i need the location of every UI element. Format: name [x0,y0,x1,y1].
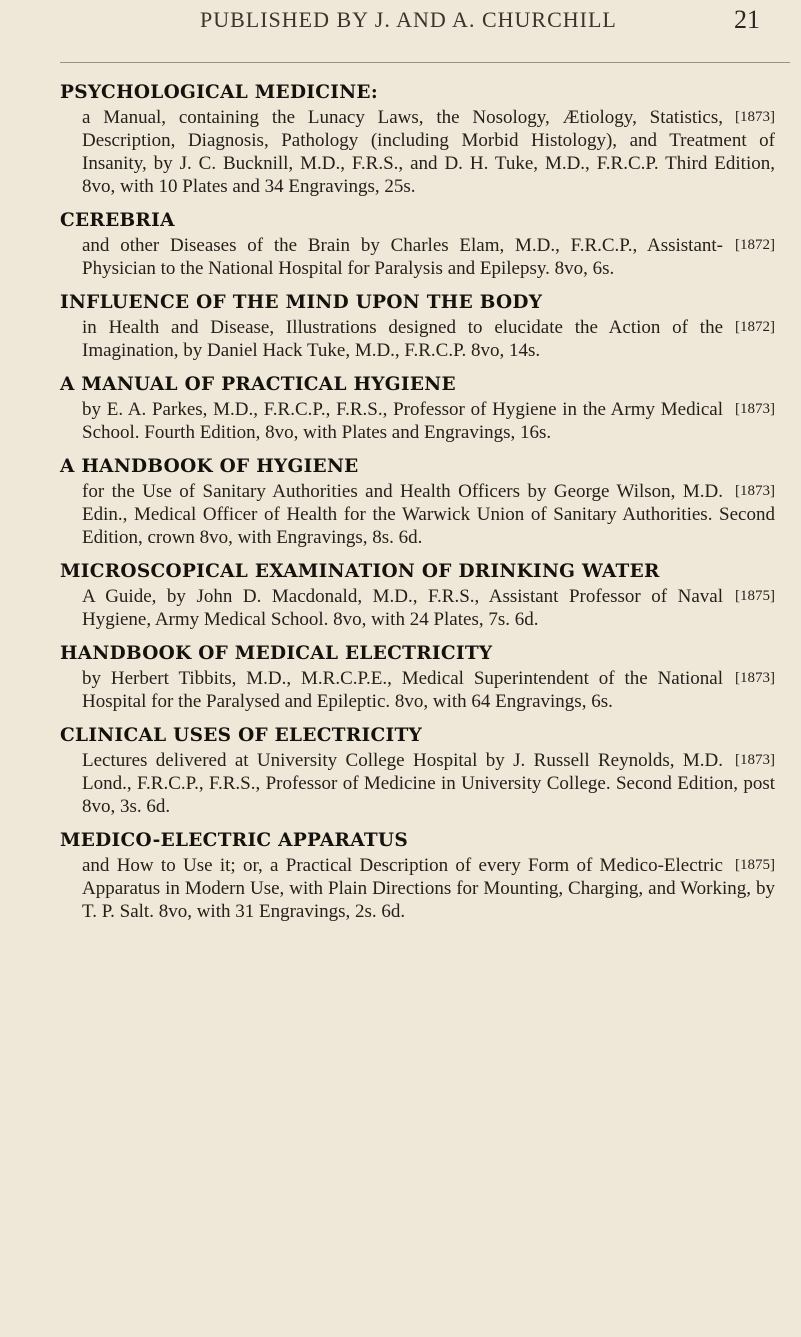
book-title: MICROSCOPICAL EXAMINATION OF DRINKING WATER [60,561,660,582]
book-entry [60,372,775,444]
publication-year: [1873] [735,670,775,686]
book-description-text: and other Diseases of the Brain by Charles Elam, M.D., F.R.C.P., Assistant-Physician to the National Hospital for Paralysis and Epilepsy. 8vo, 6s. [82,235,723,279]
page-number: 21 [734,5,760,34]
book-description [82,585,775,631]
book-description-text: Lectures delivered at University College Hospital by J. Russell Reynolds, M.D. Lond., F.R.C.P., F.R.S., Professor of Medicine in University College. Second Edition, post 8vo, 3s. 6d. [82,750,775,817]
book-list [60,80,775,933]
publication-year: [1872] [735,237,775,253]
book-description [82,234,775,280]
book-title: PSYCHOLOGICAL MEDICINE: [60,82,378,103]
book-description [82,106,775,198]
book-title: INFLUENCE OF THE MIND UPON THE BODY [60,292,543,313]
book-description [82,749,775,818]
publication-year: [1875] [735,857,775,873]
book-description-text: in Health and Disease, Illustrations designed to elucidate the Action of the Imagination, by Daniel Hack Tuke, M.D., F.R.C.P. 8vo, 14s. [82,317,723,361]
book-description [82,316,775,362]
book-entry [60,559,775,631]
book-description-text: A Guide, by John D. Macdonald, M.D., F.R.S., Assistant Professor of Naval Hygiene, Army Medical School. 8vo, with 24 Plates, 7s. 6d. [82,586,723,630]
book-entry [60,454,775,549]
book-title: A MANUAL OF PRACTICAL HYGIENE [60,374,456,395]
book-entry [60,723,775,818]
book-description [82,667,775,713]
publication-year: [1873] [735,483,775,499]
book-description-text: by Herbert Tibbits, M.D., M.R.C.P.E., Medical Superintendent of the National Hospital for the Paralysed and Epileptic. 8vo, with 64 Engravings, 6s. [82,668,723,712]
book-entry [60,828,775,923]
book-description [82,480,775,549]
book-description-text: by E. A. Parkes, M.D., F.R.C.P., F.R.S., Professor of Hygiene in the Army Medical School. Fourth Edition, 8vo, with Plates and Engravings, 16s. [82,399,723,443]
publication-year: [1872] [735,319,775,335]
publication-year: [1873] [735,752,775,768]
book-title: MEDICO-ELECTRIC APPARATUS [60,830,409,851]
book-title: A HANDBOOK OF HYGIENE [60,456,359,477]
publication-year: [1873] [735,109,775,125]
book-title: HANDBOOK OF MEDICAL ELECTRICITY [60,643,493,664]
publication-year: [1875] [735,588,775,604]
book-title: CEREBRIA [60,210,175,231]
book-description-text: a Manual, containing the Lunacy Laws, the Nosology, Ætiology, Statistics, Description, Diagnosis, Pathology (including Morbid Histology), and Treatment of Insanity, by J. C. Bucknill, M.D., F.R.S., and D. H. Tuke, M.D., F.R.C.P. Third Edition, 8vo, with 10 Plates and 34 Engravings, 25s. [82,107,775,197]
book-entry [60,290,775,362]
book-description-text: for the Use of Sanitary Authorities and Health Officers by George Wilson, M.D. Edin., Medical Officer of Health for the Warwick Union of Sanitary Authorities. Second Edition, crown 8vo, with Engravings, 8s. 6d. [82,481,775,548]
publication-year: [1873] [735,401,775,417]
book-description [82,398,775,444]
book-entry [60,208,775,280]
book-title: CLINICAL USES OF ELECTRICITY [60,725,423,746]
book-description [82,854,775,923]
running-head [200,0,760,40]
header-rule [60,62,790,63]
book-description-text: and How to Use it; or, a Practical Description of every Form of Medico-Electric Apparatus in Modern Use, with Plain Directions for Mounting, Charging, and Working, by T. P. Salt. 8vo, with 31 Engravings, 2s. 6d. [82,855,775,922]
book-entry [60,80,775,198]
publisher-line: PUBLISHED BY J. AND A. CHURCHILL [200,7,617,32]
book-entry [60,641,775,713]
